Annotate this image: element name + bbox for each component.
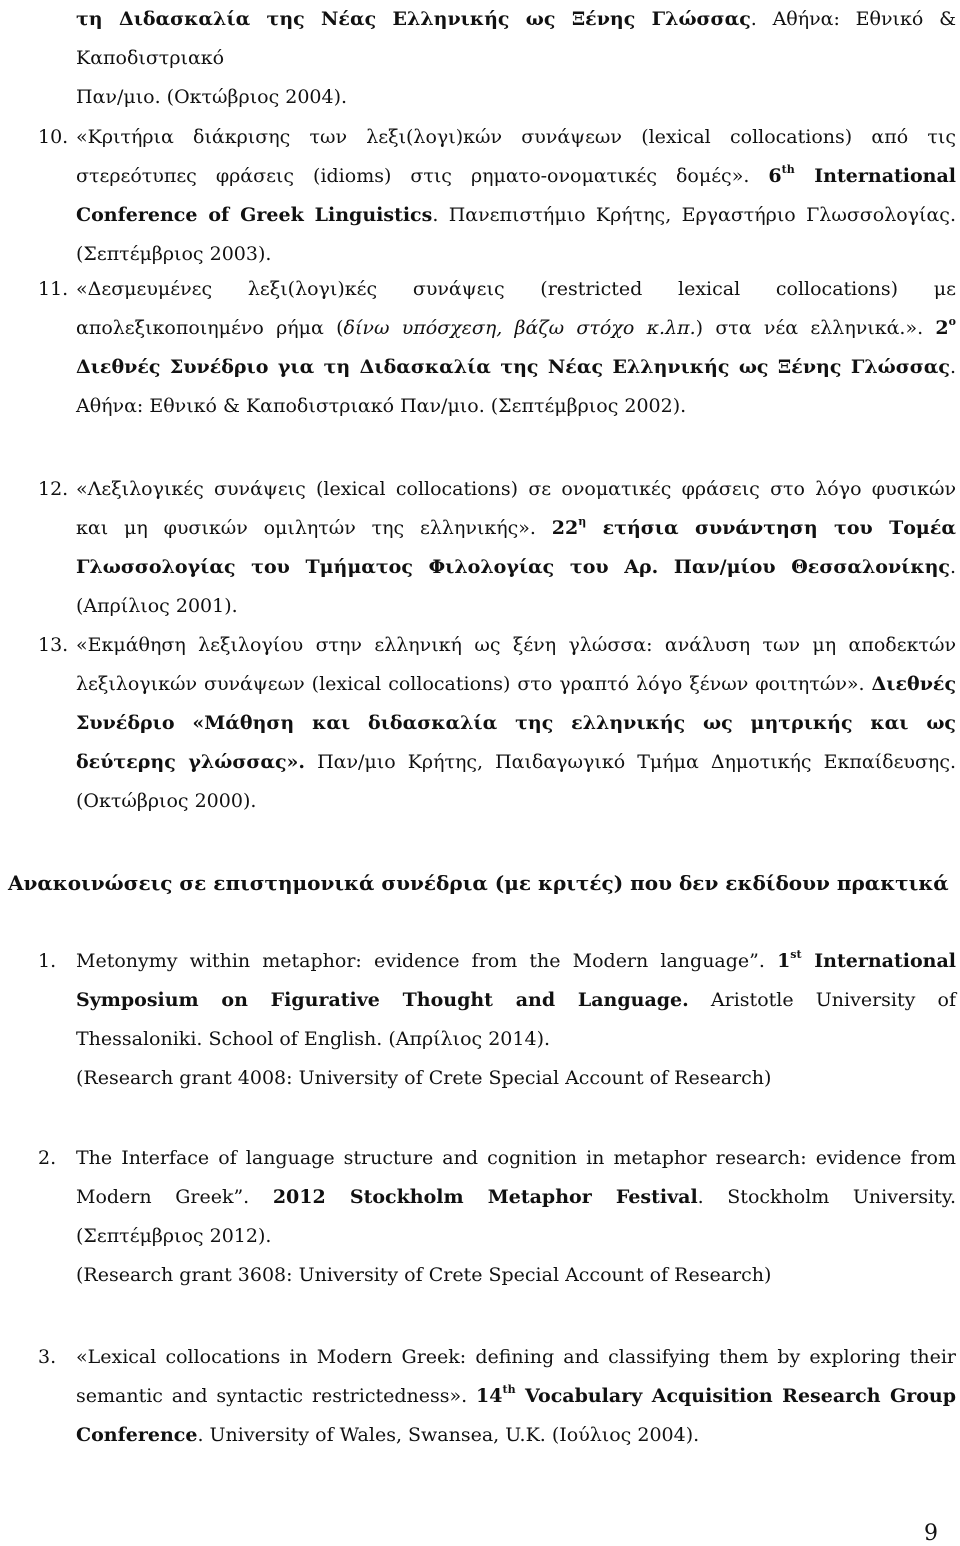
item-number: 13. — [38, 634, 69, 656]
list-item-13: 13. «Εκμάθηση λεξιλογίου στην ελληνική ως ξένη γλώσσα: ανάλυση των μη αποδεκτών λεξιλογικών συνάψεων (lexical collocations) στο γραπτό λόγο ξένων φοιτητών». Διεθνές Συνέδριο «Μάθηση και διδασκαλία της ελληνικής ως μητρικής και ως δεύτερης γλώσσας». Παν/μιο Κρήτης, Παιδαγωγικό Τμήμα Δημοτικής Εκπαίδευσης. (Οκτώβριος 2000). — [76, 626, 956, 821]
talk-item-1: 1. Metonymy within metaphor: evidence from the Modern language”. 1st International Symposium on Figurative Thought and Language. Aristotle University of Thessaloniki. School of English. (Απρίλιος 2014). (Research grant 4008: University of Crete Special Account of Research) — [76, 942, 956, 1098]
conference-title: Διεθνές Συνέδριο «Μάθηση και διδασκαλία της ελληνικής ως μητρικής και ως δεύτερης γλώσσας». — [76, 673, 957, 773]
section-heading: Ανακοινώσεις σε επιστημονικά συνέδρια (με κριτές) που δεν εκδίδουν πρακτικά — [8, 871, 949, 895]
list-item-11: 11. «Δεσμευμένες λεξι(λογι)κές συνάψεις (restricted lexical collocations) με απολεξικοποιημένο ρήμα (δίνω υπόσχεση, βάζω στόχο κ.λπ.) στα νέα ελληνικά.». $2^o$ Διεθνές Συνέδριο για τη Διδασκαλία της Νέας Ελληνικής ως Ξένης Γλώσσας. Αθήνα: Εθνικό & Καποδιστριακό Παν/μιο. (Σεπτέμβριος 2002). — [76, 270, 956, 426]
item-number: 1. — [38, 950, 57, 972]
list-item-10: 10. «Κριτήρια διάκρισης των λεξι(λογι)κών συνάψεων (lexical collocations) από τις στερεότυπες φράσεις (idioms) στις ρηματο-ονοματικές δομές». 6th International Conference of Greek Linguistics. Πανεπιστήμιο Κρήτης, Εργαστήριο Γλωσσολογίας. (Σεπτέμβριος 2003). — [76, 118, 956, 274]
conference-title: $2^o$ Διεθνές Συνέδριο για τη Διδασκαλία της Νέας Ελληνικής ως Ξένης Γλώσσας — [76, 314, 956, 378]
conference-title: 2012 Stockholm Metaphor Festival — [272, 1186, 698, 1208]
page-number: 9 — [924, 1521, 938, 1546]
continued-reference: τη Διδασκαλία της Νέας Ελληνικής ως Ξένης Γλώσσας. Αθήνα: Εθνικό & Καποδιστριακό Παν/μιο. (Οκτώβριος 2004). — [76, 8, 956, 108]
conference-title: 6th International Conference of Greek Linguistics — [76, 162, 957, 226]
item-number: 10. — [38, 126, 69, 148]
conference-title: 14th Vocabulary Acquisition Research Group Conference — [76, 1382, 956, 1446]
conference-title: $22^\eta$ ετήσια συνάντηση του Τομέα Γλωσσολογίας του Τμήματος Φιλολογίας του Αρ. Παν/μίου Θεσσαλονίκης — [76, 514, 956, 578]
item-number: 12. — [38, 478, 69, 500]
talk-item-3: 3. «Lexical collocations in Modern Greek: defining and classifying them by exploring their semantic and syntactic restrictedness». 14th Vocabulary Acquisition Research Group Conference. University of Wales, Swansea, U.K. (Ιούλιος 2004). — [76, 1338, 956, 1455]
item-number: 2. — [38, 1147, 57, 1169]
conference-title: 1st International Symposium on Figurative Thought and Language. — [76, 947, 956, 1011]
research-grant-note: (Research grant 4008: University of Crete Special Account of Research) — [76, 1067, 772, 1089]
conference-title: τη Διδασκαλία της Νέας Ελληνικής ως Ξένης Γλώσσας — [76, 8, 751, 30]
item-number: 11. — [38, 278, 69, 300]
research-grant-note: (Research grant 3608: University of Crete Special Account of Research) — [76, 1264, 772, 1286]
talk-item-2: 2. The Interface of language structure and cognition in metaphor research: evidence from Modern Greek”. 2012 Stockholm Metaphor Festival. Stockholm University. (Σεπτέμβριος 2012). (Research grant 3608: University of Crete Special Account of Research) — [76, 1139, 956, 1295]
list-item-12: 12. «Λεξιλογικές συνάψεις (lexical collocations) σε ονοματικές φράσεις στο λόγο φυσικών και μη φυσικών ομιλητών της ελληνικής». $22^\eta$ ετήσια συνάντηση του Τομέα Γλωσσολογίας του Τμήματος Φιλολογίας του Αρ. Παν/μίου Θεσσαλονίκης. (Απρίλιος 2001). — [76, 470, 956, 626]
item-number: 3. — [38, 1346, 57, 1368]
